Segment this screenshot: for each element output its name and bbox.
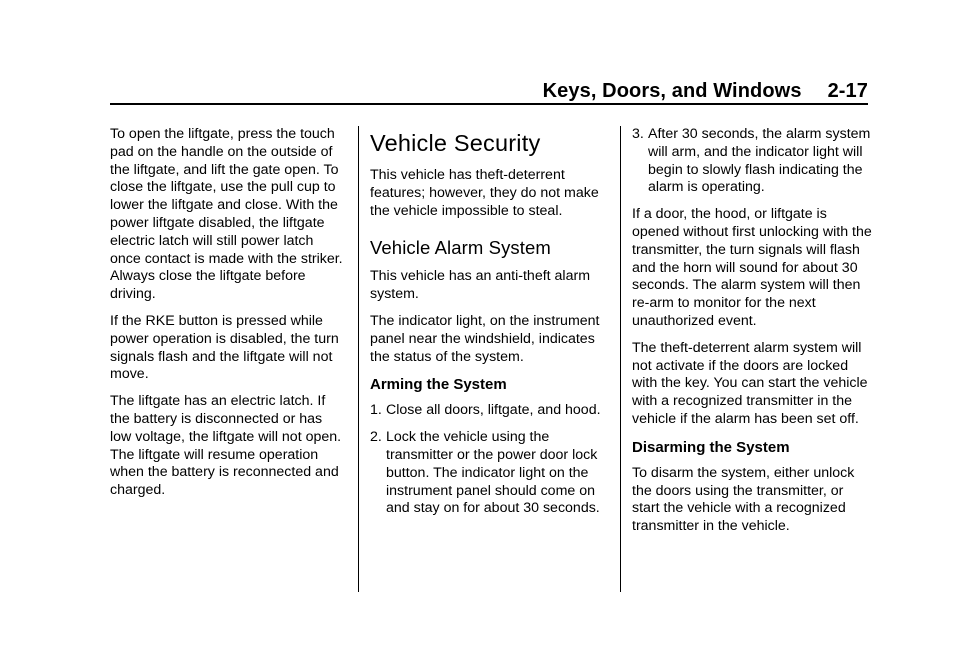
list-number: 2. — [370, 429, 382, 446]
paragraph: This vehicle has theft-deterrent features; however, they do not make the vehicle impossible to steal. — [370, 167, 599, 219]
list-number: 1. — [370, 402, 382, 419]
list-item — [632, 126, 872, 197]
page-number: 2-17 — [827, 80, 868, 102]
heading-disarming-the-system: Disarming the System — [632, 438, 790, 456]
list-number: 3. — [632, 126, 644, 142]
heading-vehicle-alarm-system: Vehicle Alarm System — [370, 237, 551, 259]
paragraph: If a door, the hood, or liftgate is opened without first unlocking with the transmitter, the turn signals will flash and the horn will sound for about 30 seconds. The alarm system will then re-arm to monitor for the next unauthorized event. — [632, 206, 872, 329]
list-item — [370, 402, 608, 420]
heading-vehicle-security: Vehicle Security — [370, 130, 541, 156]
paragraph: To disarm the system, either unlock the doors using the transmitter, or start the vehicle with a recognized transmitter in the vehicle. — [632, 464, 855, 535]
header-rule — [110, 103, 868, 105]
section-title: Keys, Doors, and Windows — [542, 80, 802, 102]
column-divider — [620, 126, 621, 592]
column-1 — [110, 126, 346, 509]
paragraph: If the RKE button is pressed while power operation is disabled, the turn signals flash and the liftgate will not move. — [110, 312, 339, 383]
list-text: After 30 seconds, the alarm system will arm, and the indicator light will begin to slowly flash indicating the alarm is operating. — [648, 126, 871, 196]
heading-arming-the-system: Arming the System — [370, 376, 507, 394]
list-text: Close all doors, liftgate, and hood. — [386, 402, 601, 419]
list-item — [370, 429, 608, 518]
page-header — [543, 80, 868, 103]
paragraph: The theft-deterrent alarm system will not activate if the doors are locked with the key. You can start the vehicle with a recognized transmitter in the vehicle if the alarm has been set off. — [632, 339, 868, 427]
paragraph: This vehicle has an anti-theft alarm system. — [370, 268, 591, 303]
paragraph: The liftgate has an electric latch. If the battery is disconnected or has low voltage, the liftgate will not open. The liftgate will resume operation when the battery is reconnected and charged. — [110, 393, 342, 499]
list-text: Lock the vehicle using the transmitter or the power door lock button. The indicator light on the instrument panel should come on and stay on for about 30 seconds. — [386, 429, 600, 517]
column-divider — [358, 126, 359, 592]
paragraph: The indicator light, on the instrument panel near the windshield, indicates the status of the system. — [370, 312, 600, 365]
column-2 — [370, 124, 608, 527]
column-3 — [632, 126, 872, 545]
paragraph: To open the liftgate, press the touch pad on the handle on the outside of the liftgate, and lift the gate open. To close the liftgate, use the pull cup to lower the liftgate and close. With the power liftgate disabled, the liftgate electric latch will still power latch once contact is made with the striker. Always close the liftgate before driving. — [110, 126, 343, 303]
